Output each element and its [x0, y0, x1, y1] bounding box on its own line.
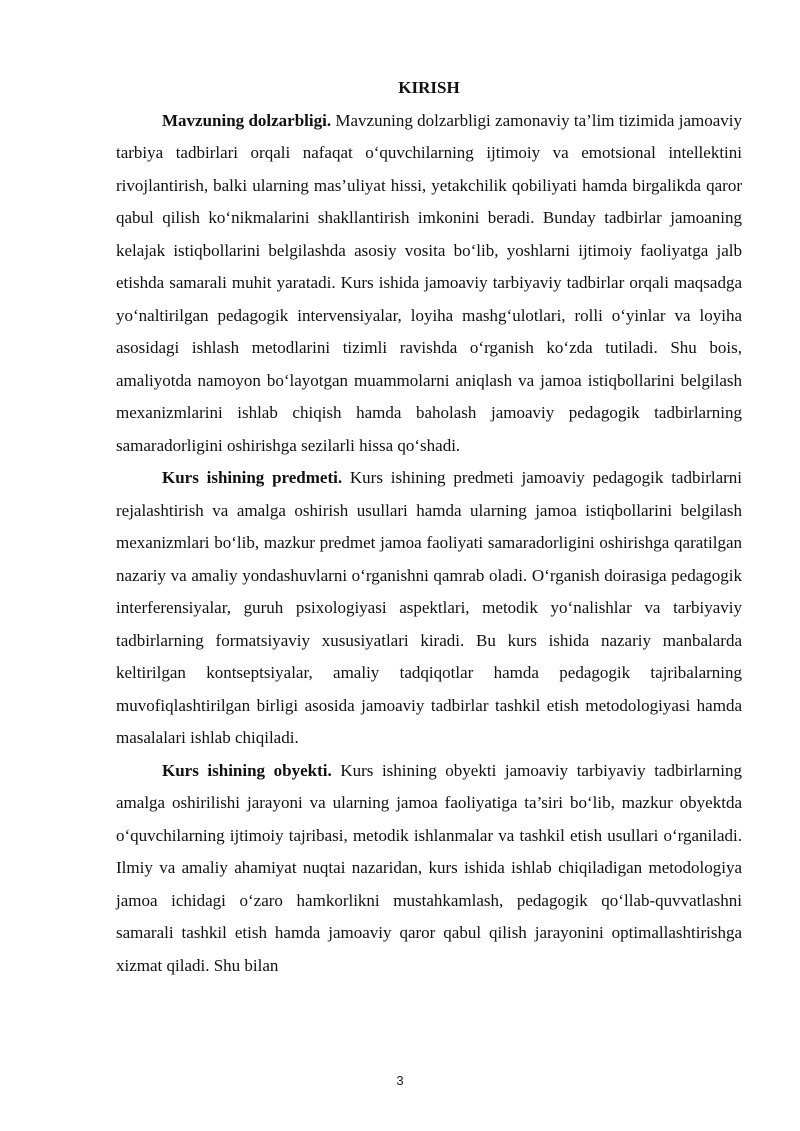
paragraph-text: Kurs ishining obyekti jamoaviy tarbiyaviy tadbirlarning amalga oshirilishi jarayoni va ularning jamoa faoliyatiga ta’siri bo‘lib, mazkur obyektda o‘quvchilarning ijtimoiy tajribasi, metodik ishlanmalar va tashkil etish usullari o‘rganiladi. Ilmiy va amaliy ahamiyat nuqtai nazaridan, kurs ishida ishlab chiqiladigan metodologiya jamoa ichidagi o‘zaro hamkorlikni mustahkamlash, pedagogik qo‘llab-quvvatlashni samarali tashkil etish hamda jamoaviy qaror qabul qilish jarayonini optimallashtirishga xizmat qiladi. Shu bilan — [116, 760, 743, 975]
paragraph-lead: Kurs ishining predmeti. — [162, 468, 343, 487]
section-title: KIRISH — [398, 78, 460, 97]
paragraph-relevance — [116, 105, 742, 463]
paragraph-subject — [116, 462, 742, 755]
paragraph-text: Kurs ishining predmeti jamoaviy pedagogik tadbirlarni rejalashtirish va amalga oshirish usullari hamda ularning jamoa istiqbollarini belgilash mexanizmlari bo‘lib, mazkur predmet jamoa faoliyati samaradorligini oshirishga qaratilgan nazariy va amaliy yondashuvlarni o‘rganishni qamrab oladi. O‘rganish doirasiga pedagogik interferensiyalar, guruh psixologiyasi aspektlari, metodik yo‘nalishlar va tarbiyaviy tadbirlarning formatsiyaviy xususiyatlari kiradi. Bu kurs ishida nazariy manbalarda keltirilgan kontseptsiyalar, amaliy tadqiqotlar hamda pedagogik tajribalarning muvofiqlashtirilgan birligi asosida jamoaviy tadbirlar tashkil etish metodologiyasi hamda masalalari ishlab chiqiladi. — [116, 468, 743, 747]
paragraph-lead: Kurs ishining obyekti. — [162, 760, 332, 780]
paragraph-text: Mavzuning dolzarbligi zamonaviy ta’lim tizimida jamoaviy tarbiya tadbirlari orqali nafaqat o‘quvchilarning ijtimoiy va emotsional intellektini rivojlantirish, balki ularning mas’uliyat hissi, yetakchilik qobiliyati hamda birgalikda qaror qabul qilish ko‘nikmalarini shakllantirish imkonini beradi. Bunday tadbirlar jamoaning kelajak istiqbollarini belgilashda asosiy vosita bo‘lib, yoshlarni ijtimoiy faoliyatga jalb etishda samarali muhit yaratadi. Kurs ishida jamoaviy tarbiyaviy tadbirlar orqali maqsadga yo‘naltirilgan pedagogik intervensiyalar, loyiha mashg‘ulotlari, rolli o‘yinlar va loyiha asosidagi ishlash metodlarini tizimli ravishda o‘rganish ko‘zda tutiladi. Shu bois, amaliyotda namoyon bo‘layotgan muammolarni aniqlash va jamoa istiqbollarini belgilash mexanizmlarini ishlab chiqish hamda baholash jamoaviy pedagogik tadbirlarning samaradorligini oshirishga sezilarli hissa qo‘shadi. — [116, 110, 742, 455]
page-body — [116, 72, 742, 982]
paragraph-object — [116, 755, 742, 983]
page-number: 3 — [396, 1073, 404, 1088]
paragraph-lead: Mavzuning dolzarbligi. — [162, 110, 332, 130]
